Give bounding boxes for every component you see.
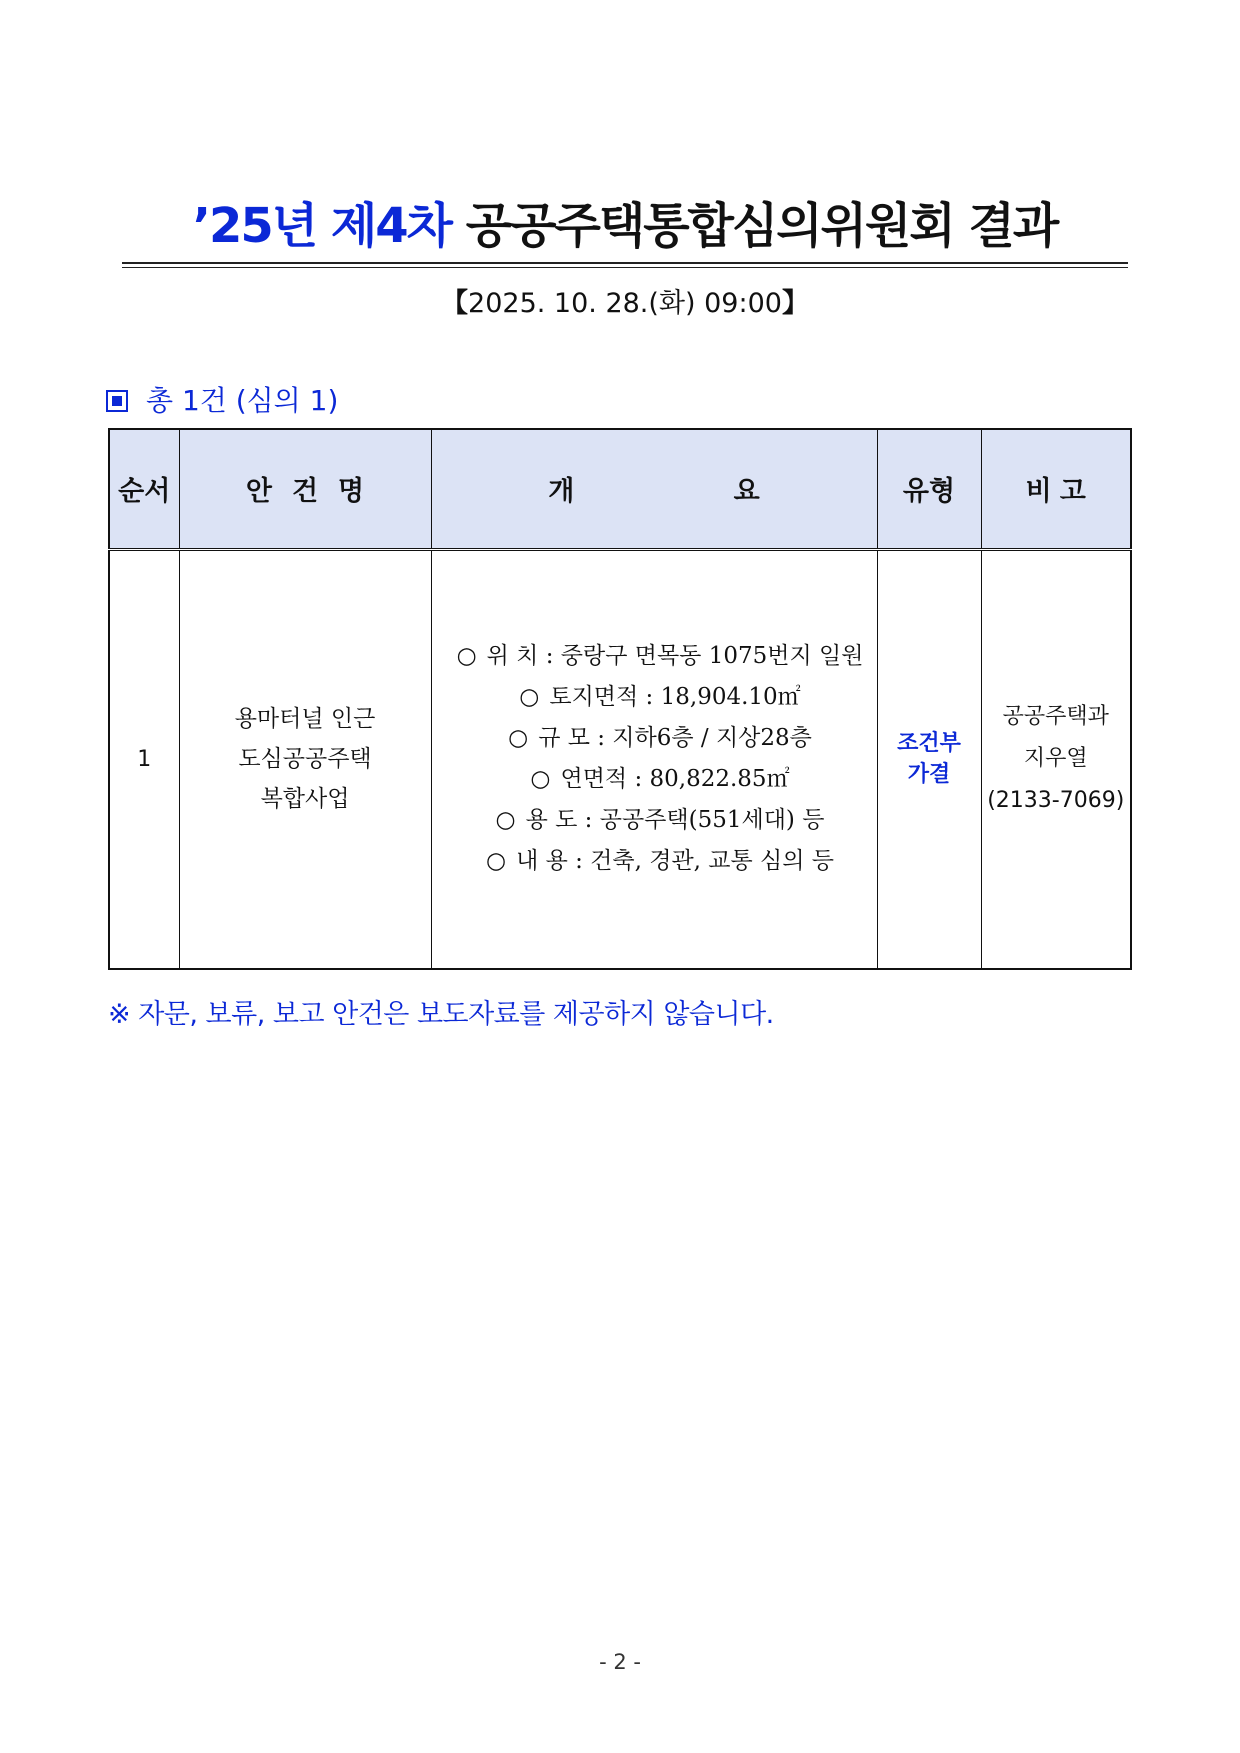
summary-text: 총 1건 (심의 1) [146, 384, 339, 417]
page-title [120, 186, 1130, 266]
overview-land-area [444, 677, 877, 718]
overview-location [444, 636, 877, 677]
overview-use [444, 800, 877, 841]
item-name-line: 용마터널 인근 [234, 706, 376, 733]
footnote: ※ 자문, 보류, 보고 안건은 보도자료를 제공하지 않습니다. [108, 999, 774, 1030]
overview-text: 연면적 : 80,822.85㎡ [560, 766, 790, 793]
meeting-date [120, 282, 1130, 326]
remarks-line: 공공주택과 [1002, 704, 1109, 730]
row-order: 1 [109, 549, 179, 969]
title-underline [122, 262, 1128, 264]
title-underline-thin [122, 267, 1128, 268]
circle-bullet-icon: ○ [485, 848, 507, 875]
overview-text: 용 도 : 공공주택(551세대) 등 [525, 807, 825, 834]
header-overview: 개 요 [431, 429, 877, 549]
row-item-name [179, 549, 431, 969]
overview-floor-area [444, 759, 877, 800]
page-number: - 2 - [599, 1650, 641, 1674]
type-line: 가결 [907, 762, 951, 788]
date-bracket-open: 【 [441, 288, 469, 319]
header-item-name: 안건명 [179, 429, 431, 549]
row-overview [431, 549, 877, 969]
item-name-line: 도심공공주택 [238, 746, 372, 773]
remarks-line: (2133-7069) [987, 788, 1125, 814]
row-remarks [981, 549, 1131, 969]
date-text: 2025. 10. 28.(화) 09:00 [468, 288, 782, 319]
table-header-row [109, 429, 1131, 549]
header-remarks: 비고 [981, 429, 1131, 549]
title-committee: 공공주택통합심의위원회 결과 [465, 198, 1058, 254]
title-session: ’25년 제4차 [192, 198, 452, 254]
item-name-line: 복합사업 [260, 786, 350, 813]
date-bracket-close: 】 [781, 288, 809, 319]
overview-text: 규 모 : 지하6층 / 지상28층 [538, 725, 812, 752]
overview-text: 토지면적 : 18,904.10㎡ [549, 684, 801, 711]
overview-text: 내 용 : 건축, 경관, 교통 심의 등 [516, 848, 835, 875]
table-row [109, 549, 1131, 969]
square-bullet-icon [106, 390, 128, 412]
circle-bullet-icon: ○ [508, 725, 529, 752]
overview-scale [444, 718, 877, 759]
remarks-line: 지우열 [1023, 746, 1088, 772]
circle-bullet-icon: ○ [495, 807, 516, 834]
overview-content [444, 841, 877, 882]
agenda-table [108, 428, 1132, 970]
circle-bullet-icon: ○ [530, 766, 551, 793]
type-line: 조건부 [897, 731, 961, 757]
row-type [877, 549, 981, 969]
circle-bullet-icon: ○ [519, 684, 540, 711]
circle-bullet-icon: ○ [456, 643, 477, 670]
summary-heading [106, 378, 338, 424]
header-order: 순서 [109, 429, 179, 549]
overview-text: 위 치 : 중랑구 면목동 1075번지 일원 [486, 643, 864, 670]
header-type: 유형 [877, 429, 981, 549]
